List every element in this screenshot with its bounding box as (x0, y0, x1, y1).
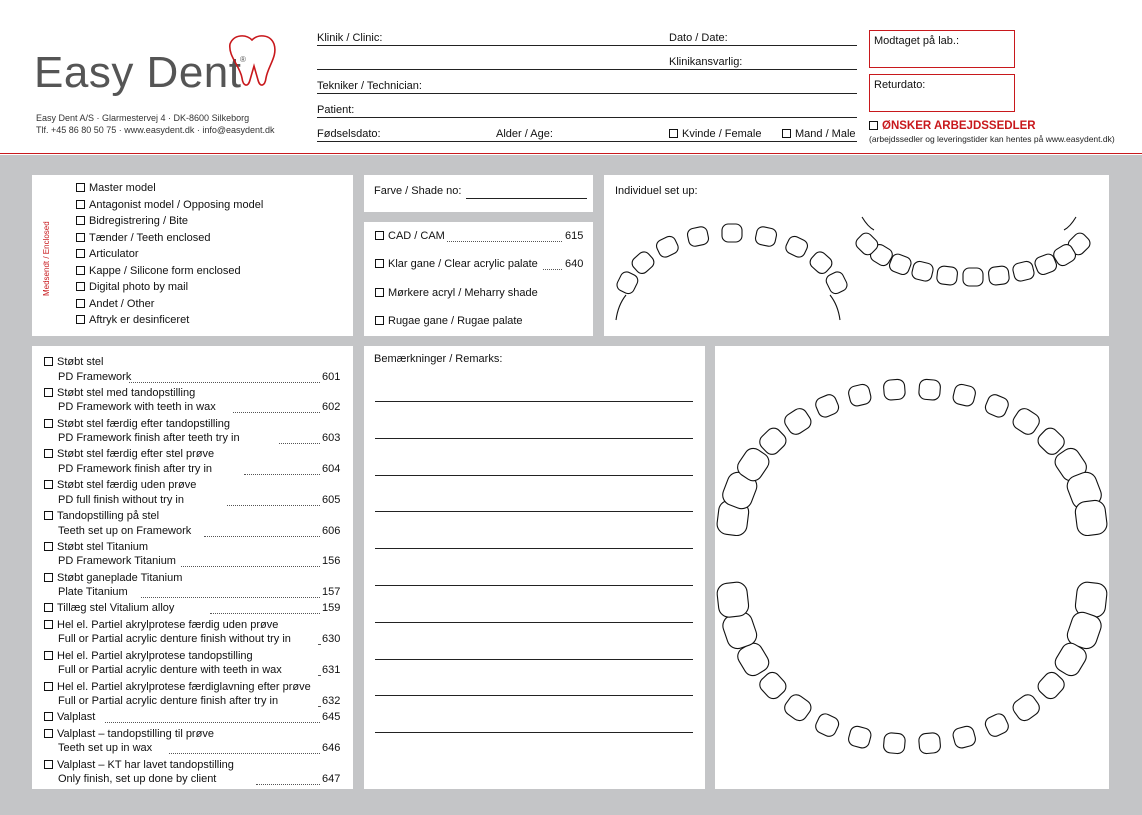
order-sheets-note: (arbejdssedler og leveringstider kan hentes på www.easydent.dk) (869, 134, 1115, 144)
service-code: 605 (322, 493, 341, 506)
responsible-line[interactable] (317, 69, 857, 70)
birthdate-label: Fødselsdato: (317, 128, 381, 140)
enclosed-item[interactable]: Tænder / Teeth enclosed (76, 232, 210, 244)
tooth[interactable] (1010, 406, 1042, 438)
enclosed-item[interactable]: Aftryk er desinficeret (76, 314, 189, 326)
service-item[interactable]: Støbt stel færdig efter tandopstilling (44, 418, 230, 430)
service-subtitle: PD full finish without try in (58, 493, 184, 506)
leader-dots (543, 269, 562, 270)
checkbox-icon[interactable] (669, 129, 678, 138)
tooth[interactable] (716, 581, 750, 618)
option-item[interactable]: Mørkere acryl / Meharry shade (375, 287, 538, 299)
remark-line[interactable] (375, 695, 693, 696)
service-code: 631 (322, 664, 341, 677)
checkbox-icon[interactable] (44, 760, 53, 769)
tooth[interactable] (782, 406, 814, 438)
checkbox-icon[interactable] (44, 712, 53, 721)
female-option[interactable]: Kvinde / Female (669, 128, 761, 140)
tooth[interactable] (757, 669, 789, 702)
service-subtitle: PD Framework finish after try in (58, 462, 213, 475)
service-item[interactable]: Støbt stel færdig uden prøve (44, 479, 196, 491)
tooth[interactable] (754, 226, 777, 248)
remark-line[interactable] (375, 438, 693, 439)
date-label: Dato / Date: (669, 32, 728, 44)
checkbox-icon[interactable] (44, 511, 53, 520)
service-item[interactable]: Støbt stel Titanium (44, 541, 148, 553)
shade-label: Farve / Shade no: (374, 185, 462, 197)
checkbox-icon[interactable] (44, 542, 53, 551)
clinic-line[interactable] (317, 45, 857, 46)
option-item[interactable]: Rugae gane / Rugae palate (375, 315, 523, 327)
tooth[interactable] (847, 725, 872, 750)
checkbox-icon[interactable] (76, 282, 85, 291)
checkbox-icon[interactable] (76, 233, 85, 242)
service-item[interactable]: Støbt ganeplade Titanium (44, 572, 182, 584)
tooth[interactable] (654, 234, 680, 259)
tooth[interactable] (911, 260, 935, 282)
leader-dots (318, 644, 320, 645)
checkbox-icon[interactable] (44, 388, 53, 397)
service-subtitle: PD Framework (58, 370, 132, 383)
service-code: 630 (322, 633, 341, 646)
remark-line[interactable] (375, 475, 693, 476)
leader-dots (318, 675, 320, 676)
checkbox-icon[interactable] (44, 357, 53, 366)
option-item[interactable]: CAD / CAM (375, 230, 445, 242)
leader-dots (204, 536, 320, 537)
tooth[interactable] (686, 226, 709, 248)
service-subtitle: Teeth set up on Framework (58, 524, 192, 537)
technician-line[interactable] (317, 93, 857, 94)
male-option[interactable]: Mand / Male (782, 128, 856, 140)
checkbox-icon[interactable] (76, 216, 85, 225)
tooth[interactable] (782, 692, 814, 724)
service-code: 159 (322, 602, 341, 615)
service-code: 601 (322, 370, 341, 383)
form-header (0, 0, 1142, 154)
service-subtitle: Only finish, set up done by client (58, 773, 217, 786)
leader-dots (210, 613, 320, 614)
tooth[interactable] (722, 224, 742, 242)
remark-line[interactable] (375, 585, 693, 586)
tooth[interactable] (847, 383, 872, 407)
clinic-label: Klinik / Clinic: (317, 32, 383, 44)
tooth[interactable] (808, 249, 835, 276)
service-code: 604 (322, 462, 341, 475)
leader-dots (233, 412, 321, 413)
checkbox-icon[interactable] (375, 316, 384, 325)
checkbox-icon[interactable] (869, 121, 878, 130)
tooth[interactable] (952, 725, 977, 750)
service-item[interactable]: Støbt stel færdig efter stel prøve (44, 448, 214, 460)
enclosed-side-label: Medsendt / Enclosed (42, 221, 51, 296)
enclosed-item[interactable]: Kappe / Silicone form enclosed (76, 265, 241, 277)
tooth-logo-icon (224, 32, 284, 92)
checkbox-icon[interactable] (44, 682, 53, 691)
service-item[interactable]: Valplast – KT har lavet tandopstilling (44, 759, 234, 771)
checkbox-icon[interactable] (44, 603, 53, 612)
setup-label: Individuel set up: (615, 185, 698, 197)
tooth[interactable] (1035, 669, 1067, 702)
tooth[interactable] (988, 265, 1010, 285)
service-code: 645 (322, 711, 341, 724)
leader-dots (105, 722, 320, 723)
checkbox-icon[interactable] (76, 299, 85, 308)
patient-line[interactable] (317, 117, 857, 118)
shade-input-line[interactable] (466, 198, 587, 199)
option-code: 615 (565, 230, 584, 242)
dental-chart-icon[interactable] (715, 346, 1109, 789)
checkbox-icon[interactable] (44, 573, 53, 582)
leader-dots (129, 382, 320, 383)
checkbox-icon[interactable] (76, 249, 85, 258)
tooth[interactable] (963, 268, 983, 286)
service-subtitle: Teeth set up in wax (58, 742, 153, 755)
leader-dots (244, 474, 320, 475)
setup-guide-line (1064, 217, 1076, 230)
tooth[interactable] (918, 732, 941, 754)
tooth[interactable] (983, 712, 1011, 739)
service-code: 647 (322, 773, 341, 786)
setup-guide-line (862, 217, 874, 230)
company-contact: Tlf. +45 86 80 50 75 · www.easydent.dk · info@easydent.dk (36, 125, 275, 135)
remark-line[interactable] (375, 732, 693, 733)
service-code: 606 (322, 524, 341, 537)
tooth[interactable] (784, 234, 810, 259)
checkbox-icon[interactable] (782, 129, 791, 138)
service-subtitle: Full or Partial acrylic denture finish without try in (58, 633, 291, 646)
service-code: 603 (322, 432, 341, 445)
technician-label: Tekniker / Technician: (317, 80, 422, 92)
service-item[interactable]: Støbt stel med tandopstilling (44, 387, 195, 399)
tooth[interactable] (918, 379, 940, 401)
received-box[interactable]: Modtaget på lab.: (869, 30, 1015, 68)
logo-registered-mark: ® (240, 55, 246, 64)
service-code: 156 (322, 555, 341, 568)
service-item[interactable]: Valplast (44, 711, 95, 723)
tooth[interactable] (824, 270, 849, 296)
checkbox-icon[interactable] (375, 259, 384, 268)
age-label: Alder / Age: (496, 128, 553, 140)
checkbox-icon[interactable] (76, 266, 85, 275)
service-item[interactable]: Hel el. Partiel akrylprotese færdiglavning efter prøve (44, 681, 311, 693)
checkbox-icon[interactable] (44, 419, 53, 428)
enclosed-item[interactable]: Bidregistrering / Bite (76, 215, 188, 227)
return-date-box[interactable]: Returdato: (869, 74, 1015, 112)
leader-dots (447, 241, 562, 242)
tooth[interactable] (814, 393, 841, 420)
leader-dots (318, 706, 320, 707)
service-subtitle: PD Framework finish after teeth try in (58, 432, 240, 445)
option-item[interactable]: Klar gane / Clear acrylic palate (375, 258, 538, 270)
checkbox-icon[interactable] (44, 449, 53, 458)
checkbox-icon[interactable] (76, 200, 85, 209)
logo-text: Easy Dent (34, 48, 242, 97)
remark-line[interactable] (375, 548, 693, 549)
checkbox-icon[interactable] (76, 315, 85, 324)
tooth[interactable] (983, 393, 1010, 420)
tooth[interactable] (883, 379, 905, 401)
birthdate-line[interactable] (317, 141, 857, 142)
tooth[interactable] (630, 249, 657, 276)
service-code: 632 (322, 695, 341, 707)
service-item[interactable]: Hel el. Partiel akrylprotese tandopstilling (44, 650, 253, 662)
checkbox-icon[interactable] (375, 288, 384, 297)
option-code: 640 (565, 258, 584, 270)
checkbox-icon[interactable] (44, 620, 53, 629)
service-code: 602 (322, 401, 341, 414)
enclosed-item[interactable]: Articulator (76, 248, 139, 260)
tooth[interactable] (813, 712, 841, 739)
service-item[interactable]: Støbt stel (44, 356, 103, 368)
service-item[interactable]: Hel el. Partiel akrylprotese færdig uden prøve (44, 619, 278, 631)
service-subtitle: PD Framework with teeth in wax (58, 401, 216, 414)
dental-chart-icon[interactable] (604, 175, 1109, 336)
service-subtitle: Full or Partial acrylic denture with teeth in wax (58, 664, 282, 677)
tooth[interactable] (883, 732, 906, 754)
tooth[interactable] (952, 383, 977, 407)
leader-dots (256, 784, 321, 785)
tooth[interactable] (1010, 692, 1042, 724)
leader-dots (141, 597, 321, 598)
checkbox-icon[interactable] (44, 729, 53, 738)
tooth[interactable] (1074, 499, 1108, 536)
checkbox-icon[interactable] (44, 480, 53, 489)
service-item[interactable]: Valplast – tandopstilling til prøve (44, 728, 214, 740)
remark-line[interactable] (375, 401, 693, 402)
service-code: 646 (322, 742, 341, 755)
tooth[interactable] (1012, 260, 1036, 282)
checkbox-icon[interactable] (76, 183, 85, 192)
leader-dots (181, 566, 320, 567)
enclosed-item[interactable]: Andet / Other (76, 298, 154, 310)
company-address: Easy Dent A/S · Glarmestervej 4 · DK-8600 Silkeborg (36, 113, 250, 123)
remarks-panel (364, 346, 705, 789)
service-code: 157 (322, 586, 341, 599)
enclosed-item[interactable]: Master model (76, 182, 156, 194)
setup-guide-line (830, 295, 840, 320)
patient-label: Patient: (317, 104, 355, 116)
enclosed-item[interactable]: Antagonist model / Opposing model (76, 199, 263, 211)
enclosed-item[interactable]: Digital photo by mail (76, 281, 188, 293)
service-item[interactable]: Tandopstilling på stel (44, 510, 159, 522)
setup-guide-line (616, 295, 626, 320)
remark-line[interactable] (375, 511, 693, 512)
order-sheets-option[interactable]: ØNSKER ARBEJDSSEDLER (869, 120, 1036, 132)
responsible-label: Klinikansvarlig: (669, 56, 743, 68)
tooth[interactable] (615, 270, 640, 296)
service-item[interactable]: Tillæg stel Vitalium alloy (44, 602, 174, 614)
service-subtitle: PD Framework Titanium (58, 555, 176, 568)
remark-line[interactable] (375, 622, 693, 623)
leader-dots (169, 753, 320, 754)
service-subtitle: Full or Partial acrylic denture finish after try in (58, 695, 279, 707)
leader-dots (227, 505, 320, 506)
checkbox-icon[interactable] (44, 651, 53, 660)
tooth[interactable] (936, 265, 958, 285)
remark-line[interactable] (375, 659, 693, 660)
service-subtitle: Plate Titanium (58, 586, 128, 599)
leader-dots (279, 443, 321, 444)
remarks-label: Bemærkninger / Remarks: (374, 353, 503, 365)
checkbox-icon[interactable] (375, 231, 384, 240)
